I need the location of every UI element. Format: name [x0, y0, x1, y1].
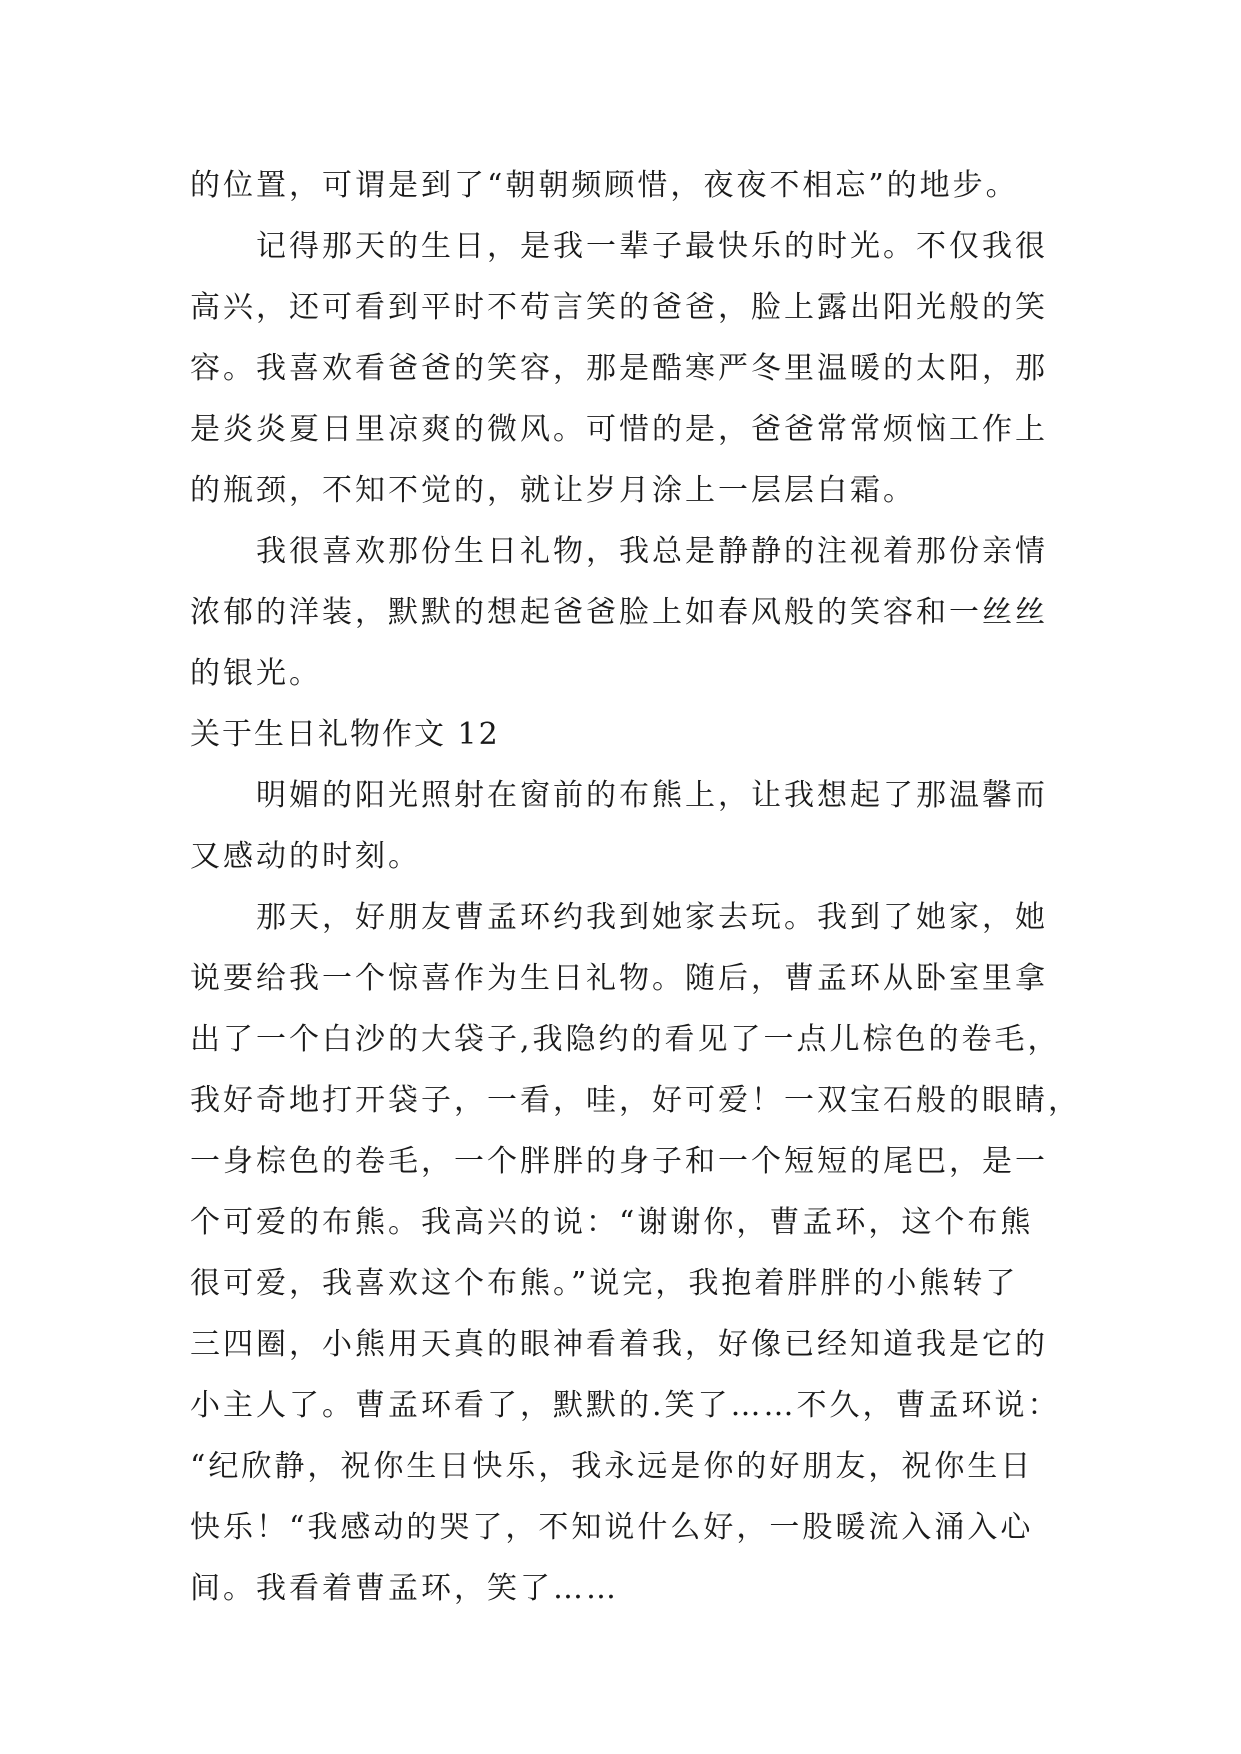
text-line: 容。我喜欢看爸爸的笑容，那是酷寒严冬里温暖的太阳，那: [190, 351, 1048, 386]
paragraph-start-line: 记得那天的生日，是我一辈子最快乐的时光。不仅我很: [256, 229, 1048, 264]
paragraph-start-line: 那天，好朋友曹孟环约我到她家去玩。我到了她家，她: [256, 900, 1048, 935]
text-line: 三四圈，小熊用天真的眼神看着我，好像已经知道我是它的: [190, 1327, 1048, 1362]
paragraph-start-line: 明媚的阳光照射在窗前的布熊上，让我想起了那温馨而: [256, 778, 1048, 813]
section-heading: 关于生日礼物作文 12: [190, 717, 500, 752]
paragraph-start-line: 我很喜欢那份生日礼物，我总是静静的注视着那份亲情: [256, 534, 1048, 569]
text-line: 说要给我一个惊喜作为生日礼物。随后，曹孟环从卧室里拿: [190, 961, 1048, 996]
text-line: 浓郁的洋装，默默的想起爸爸脸上如春风般的笑容和一丝丝: [190, 595, 1048, 630]
text-line: 个可爱的布熊。我高兴的说：“谢谢你，曹孟环，这个布熊: [190, 1205, 1034, 1240]
text-line: 出了一个白沙的大袋子,我隐约的看见了一点儿棕色的卷毛，: [190, 1022, 1061, 1057]
article-body: [190, 155, 1090, 1619]
text-line: 一身棕色的卷毛，一个胖胖的身子和一个短短的尾巴，是一: [190, 1144, 1048, 1179]
text-line: 小主人了。曹孟环看了，默默的.笑了……不久，曹孟环说：: [190, 1388, 1061, 1423]
text-line: 又感动的时刻。: [190, 839, 421, 874]
text-line: 的位置，可谓是到了“朝朝频顾惜，夜夜不相忘”的地步。: [190, 168, 1019, 203]
text-line: 快乐！“我感动的哭了，不知说什么好，一股暖流入涌入心: [190, 1510, 1034, 1545]
text-line: 的瓶颈，不知不觉的，就让岁月涂上一层层白霜。: [190, 473, 916, 508]
text-line: 是炎炎夏日里凉爽的微风。可惜的是，爸爸常常烦恼工作上: [190, 412, 1048, 447]
text-line: 我好奇地打开袋子，一看，哇，好可爱！一双宝石般的眼睛，: [190, 1083, 1081, 1118]
text-line: 的银光。: [190, 656, 322, 691]
text-line: 间。我看着曹孟环，笑了……: [190, 1571, 619, 1606]
text-line: 很可爱，我喜欢这个布熊。”说完，我抱着胖胖的小熊转了: [190, 1266, 1019, 1301]
text-line: “纪欣静，祝你生日快乐，我永远是你的好朋友，祝你生日: [190, 1449, 1034, 1484]
text-line: 高兴，还可看到平时不苟言笑的爸爸，脸上露出阳光般的笑: [190, 290, 1048, 325]
